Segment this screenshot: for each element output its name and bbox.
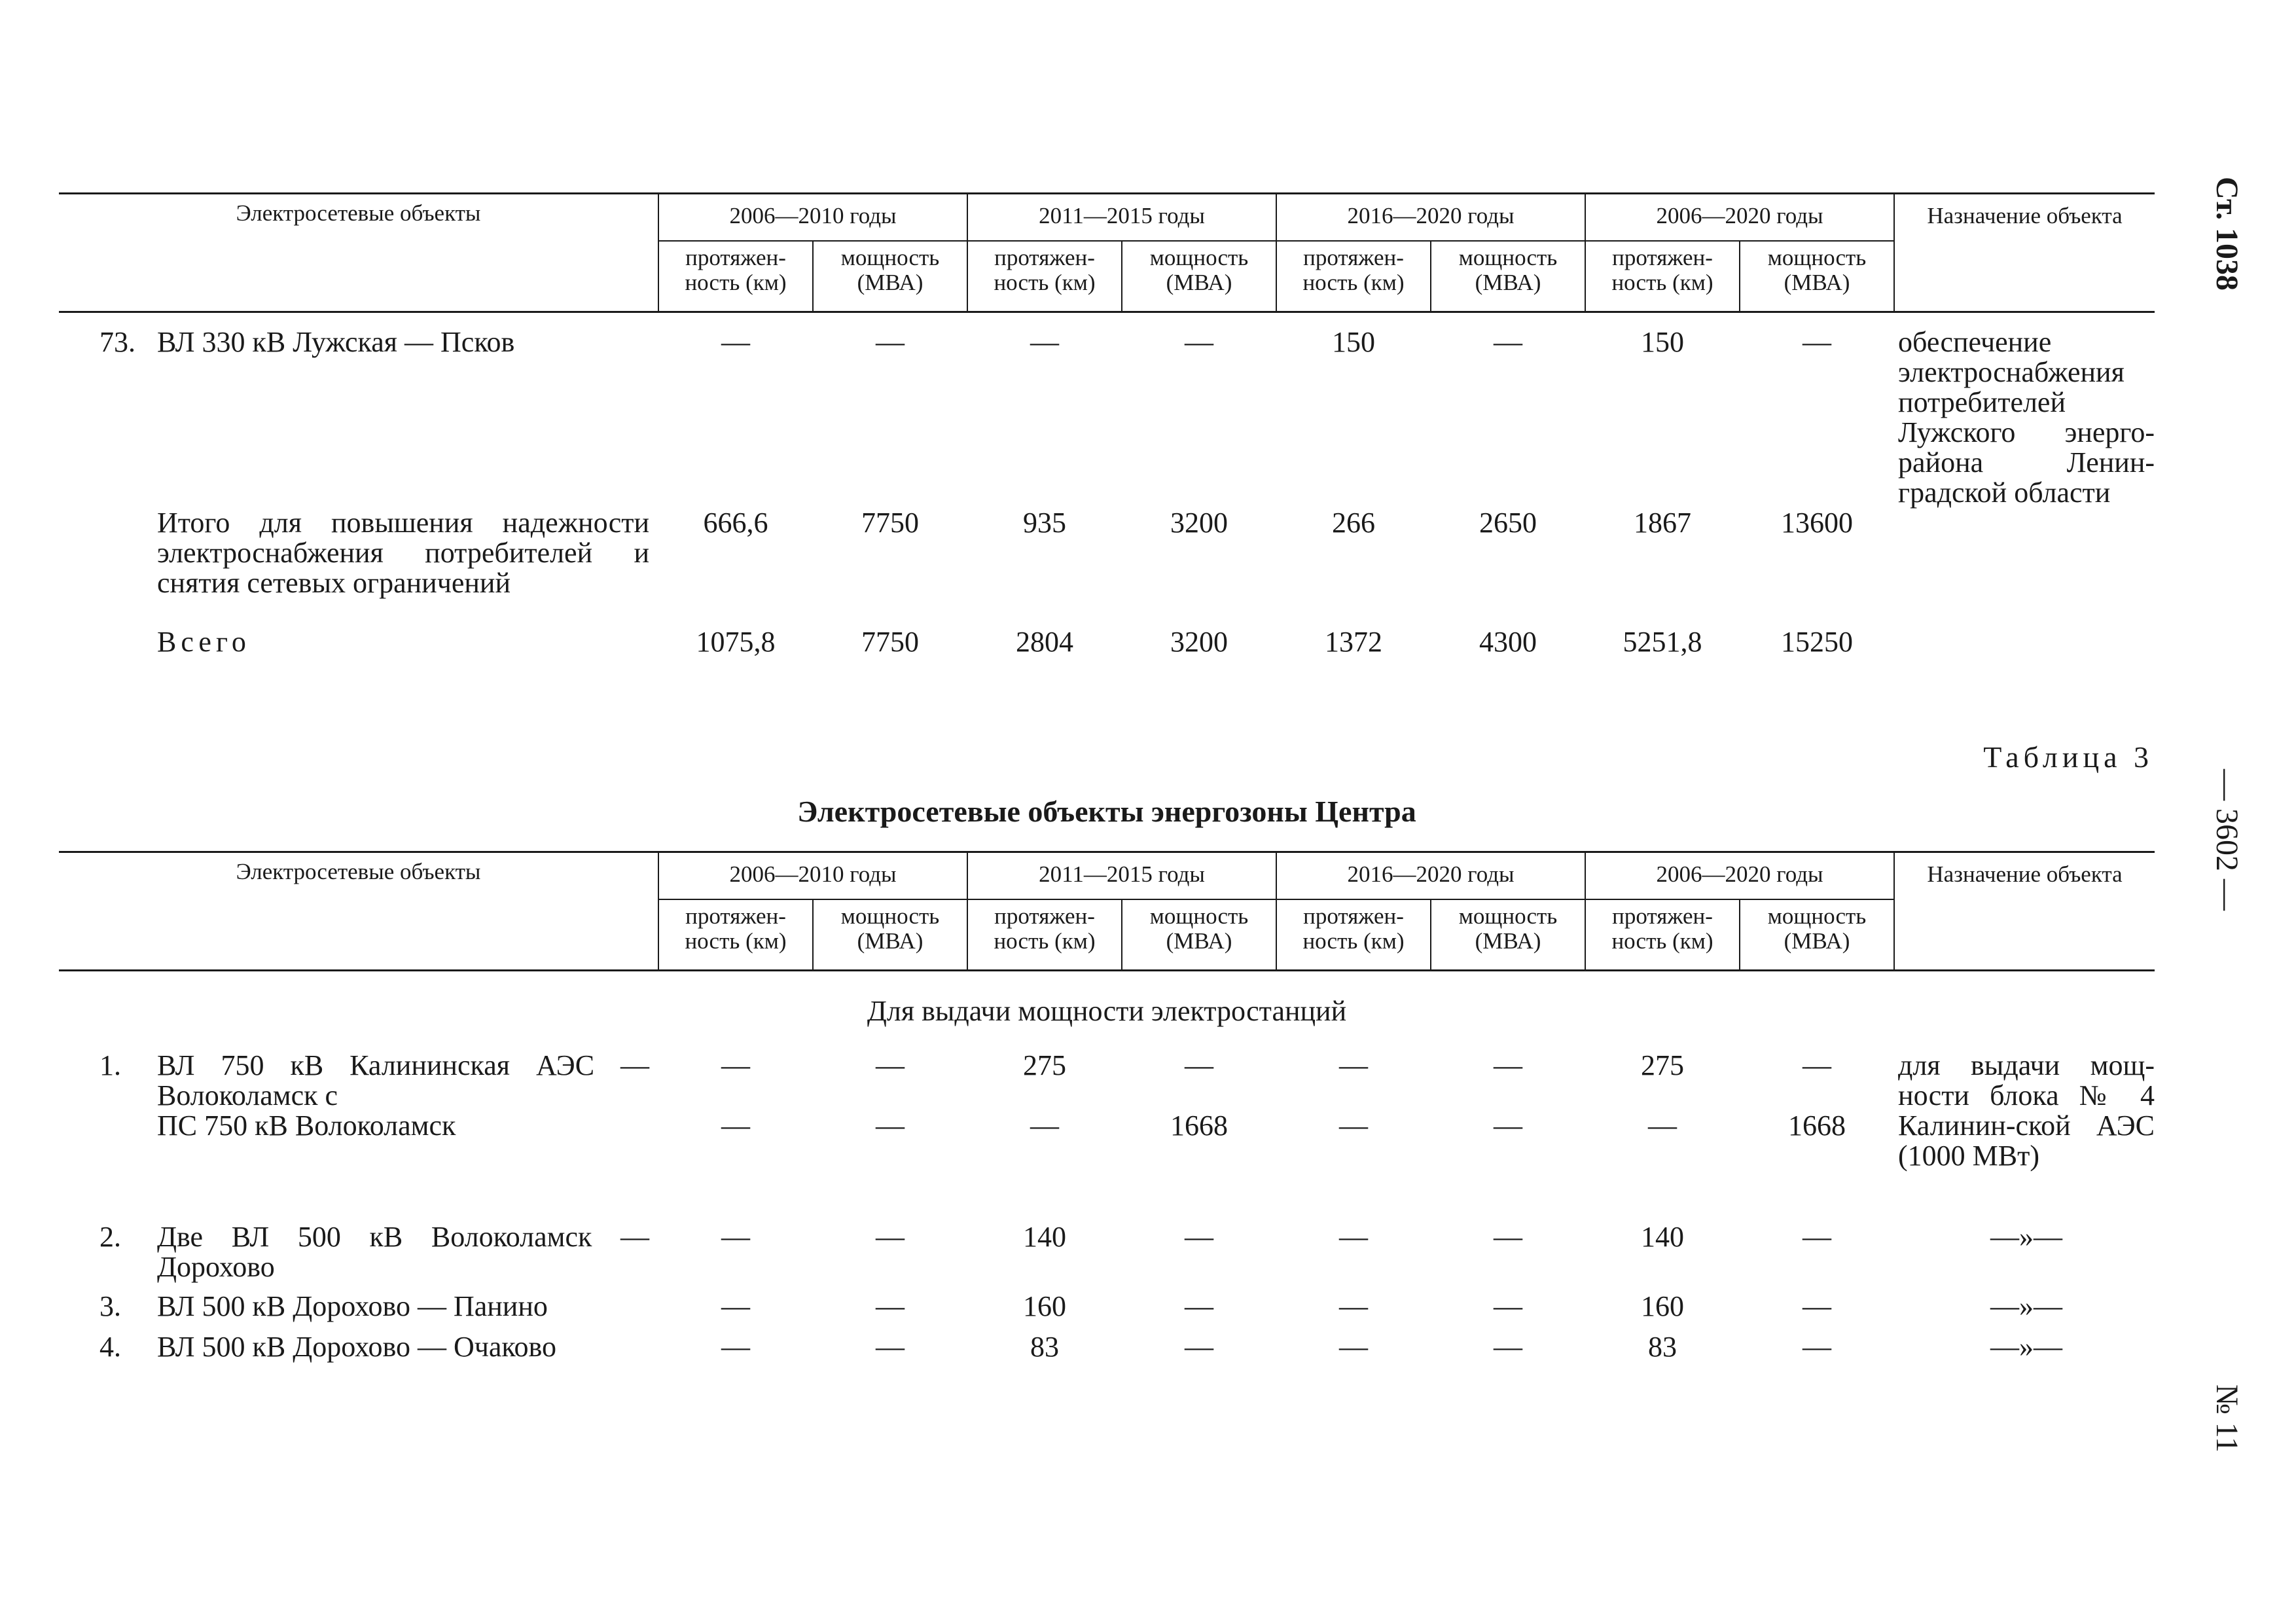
header-objects: Электросетевые объекты — [59, 852, 658, 971]
row-name: ПС 750 кВ Волоколамск — [157, 1109, 456, 1142]
cell-value: 1668 — [1788, 1109, 1846, 1142]
table-row — [59, 1291, 2155, 1332]
cell-value: 935 — [1023, 507, 1067, 539]
cell-value: — — [1803, 1220, 1832, 1253]
header-period: 2011—2015 годы — [967, 194, 1276, 242]
cell-value: — — [1185, 1220, 1214, 1253]
cell-value: 160 — [1023, 1290, 1067, 1322]
header-period: 2006—2010 годы — [658, 194, 967, 242]
cell-value: 2650 — [1479, 507, 1537, 539]
header-period: 2006—2010 годы — [658, 852, 967, 900]
cell-value: — — [1339, 1109, 1369, 1142]
cell-value: — — [1803, 326, 1832, 358]
cell-value: — — [876, 1220, 905, 1253]
cell-value: — — [1339, 1220, 1369, 1253]
cell-value: — — [1494, 1049, 1523, 1081]
table-row — [59, 508, 2155, 627]
cell-value: 266 — [1332, 507, 1376, 539]
header-purpose: Назначение объекта — [1894, 852, 2155, 971]
row-number — [59, 508, 157, 627]
row-purpose: для выдачи мощ-ности блока № 4 Калинин-ской АЭС (1000 МВт) — [1898, 1049, 2155, 1172]
table-row — [59, 1332, 2155, 1373]
row-number: 2. — [99, 1220, 121, 1253]
cell-value: — — [1185, 1290, 1214, 1322]
cell-value: — — [1803, 1330, 1832, 1363]
cell-value: 2804 — [1016, 626, 1074, 658]
table-title: Электросетевые объекты энергозоны Центра — [797, 795, 1416, 828]
header-length: протяжен-ность (км) — [1585, 241, 1740, 312]
header-length: протяжен-ность (км) — [658, 899, 813, 971]
cell-value: — — [1185, 326, 1214, 358]
row-number — [59, 627, 157, 666]
header-power: мощность (МВА) — [1740, 899, 1894, 971]
cell-value: 140 — [1641, 1220, 1685, 1253]
cell-value: — — [1030, 1109, 1060, 1142]
table-row — [59, 312, 2155, 509]
header-length: протяжен-ность (км) — [1276, 241, 1431, 312]
row-name: Всего — [157, 626, 251, 658]
cell-value: 13600 — [1781, 507, 1854, 539]
header-length: протяжен-ность (км) — [658, 241, 813, 312]
cell-value: — — [876, 1330, 905, 1363]
header-length: протяжен-ность (км) — [967, 899, 1122, 971]
cell-value: — — [876, 1109, 905, 1142]
header-period: 2016—2020 годы — [1276, 194, 1585, 242]
cell-value: — — [876, 326, 905, 358]
table-3 — [59, 851, 2155, 1373]
cell-value: — — [1339, 1290, 1369, 1322]
cell-value: — — [1185, 1049, 1214, 1081]
cell-value: — — [1339, 1330, 1369, 1363]
cell-value: 4300 — [1479, 626, 1537, 658]
header-power: мощность (МВА) — [813, 241, 967, 312]
section-heading: Для выдачи мощности электростанций — [867, 995, 1347, 1027]
row-purpose: —»— — [1990, 1290, 2063, 1322]
header-length: протяжен-ность (км) — [1585, 899, 1740, 971]
cell-value: — — [1185, 1330, 1214, 1363]
cell-value: — — [1803, 1290, 1832, 1322]
header-period: 2011—2015 годы — [967, 852, 1276, 900]
row-number: 4. — [99, 1330, 121, 1363]
row-number: 73. — [99, 326, 135, 358]
cell-value: — — [721, 1049, 751, 1081]
cell-value: 15250 — [1781, 626, 1854, 658]
row-name: ВЛ 330 кВ Лужская — Псков — [157, 326, 515, 358]
table-header — [59, 194, 2155, 312]
cell-value: 83 — [1648, 1330, 1677, 1363]
header-length: протяжен-ность (км) — [967, 241, 1122, 312]
cell-value: 140 — [1023, 1220, 1067, 1253]
header-power: мощность (МВА) — [813, 899, 967, 971]
row-purpose — [1894, 627, 2155, 666]
header-period: 2006—2020 годы — [1585, 194, 1894, 242]
cell-value: 275 — [1023, 1049, 1067, 1081]
cell-value: — — [721, 1109, 751, 1142]
cell-value: — — [1494, 1330, 1523, 1363]
cell-value: 3200 — [1170, 626, 1229, 658]
header-objects: Электросетевые объекты — [59, 194, 658, 312]
cell-value: — — [721, 1330, 751, 1363]
row-name: ВЛ 500 кВ Дорохово — Панино — [157, 1290, 548, 1322]
cell-value: 666,6 — [703, 507, 768, 539]
cell-value: — — [721, 1290, 751, 1322]
header-power: мощность (МВА) — [1122, 899, 1276, 971]
cell-value: — — [721, 1220, 751, 1253]
row-purpose — [1894, 508, 2155, 627]
table-row — [59, 1111, 2155, 1222]
cell-value: — — [876, 1049, 905, 1081]
table-row-total — [59, 627, 2155, 666]
cell-value: — — [1030, 326, 1060, 358]
table-row — [59, 1222, 2155, 1291]
header-power: мощность (МВА) — [1122, 241, 1276, 312]
header-power: мощность (МВА) — [1740, 241, 1894, 312]
table-row — [59, 1051, 2155, 1111]
cell-value: 275 — [1641, 1049, 1685, 1081]
issue-number-side: № 11 — [2210, 1384, 2244, 1453]
cell-value: — — [1803, 1049, 1832, 1081]
header-period: 2006—2020 годы — [1585, 852, 1894, 900]
cell-value: — — [1494, 1290, 1523, 1322]
cell-value: 83 — [1030, 1330, 1060, 1363]
cell-value: 1867 — [1634, 507, 1692, 539]
page-number-side: Ст. 1038 — [2210, 177, 2244, 291]
table-continuation — [59, 192, 2155, 666]
cell-value: 160 — [1641, 1290, 1685, 1322]
table-label: Таблица 3 — [1983, 740, 2153, 774]
header-length: протяжен-ность (км) — [1276, 899, 1431, 971]
header-power: мощность (МВА) — [1431, 899, 1585, 971]
row-number: 3. — [99, 1290, 121, 1322]
cell-value: — — [1494, 1220, 1523, 1253]
row-name: ВЛ 500 кВ Дорохово — Очаково — [157, 1330, 557, 1363]
cell-value: 7750 — [861, 507, 920, 539]
cell-value: — — [1494, 1109, 1523, 1142]
cell-value: — — [1648, 1109, 1677, 1142]
header-power: мощность (МВА) — [1431, 241, 1585, 312]
cell-value: — — [1339, 1049, 1369, 1081]
cell-value: 150 — [1332, 326, 1376, 358]
cell-value: 1372 — [1325, 626, 1383, 658]
row-name: Две ВЛ 500 кВ Волоколамск — Дорохово — [157, 1220, 650, 1283]
document-number-side: — 3602 — — [2210, 769, 2244, 911]
row-purpose: обеспечение электроснабжения потребителей Лужского энерго-района Ленин-градской области — [1898, 326, 2155, 509]
cell-value: 5251,8 — [1623, 626, 1702, 658]
header-period: 2016—2020 годы — [1276, 852, 1585, 900]
cell-value: — — [876, 1290, 905, 1322]
cell-value: 7750 — [861, 626, 920, 658]
row-number — [59, 1111, 157, 1222]
row-purpose: —»— — [1990, 1220, 2063, 1253]
row-number: 1. — [99, 1049, 121, 1081]
cell-value: 1668 — [1170, 1109, 1229, 1142]
cell-value: 3200 — [1170, 507, 1229, 539]
section-row — [59, 971, 2155, 1051]
cell-value: 150 — [1641, 326, 1685, 358]
header-purpose: Назначение объекта — [1894, 194, 2155, 312]
row-name: ВЛ 750 кВ Калининская АЭС — Волоколамск с — [157, 1049, 650, 1111]
table-header — [59, 852, 2155, 971]
cell-value: — — [721, 326, 751, 358]
row-purpose: —»— — [1990, 1330, 2063, 1363]
cell-value: 1075,8 — [696, 626, 776, 658]
row-name: Итого для повышения надежности электроснабжения потребителей и снятия сетевых ограничений — [157, 507, 650, 599]
cell-value: — — [1494, 326, 1523, 358]
